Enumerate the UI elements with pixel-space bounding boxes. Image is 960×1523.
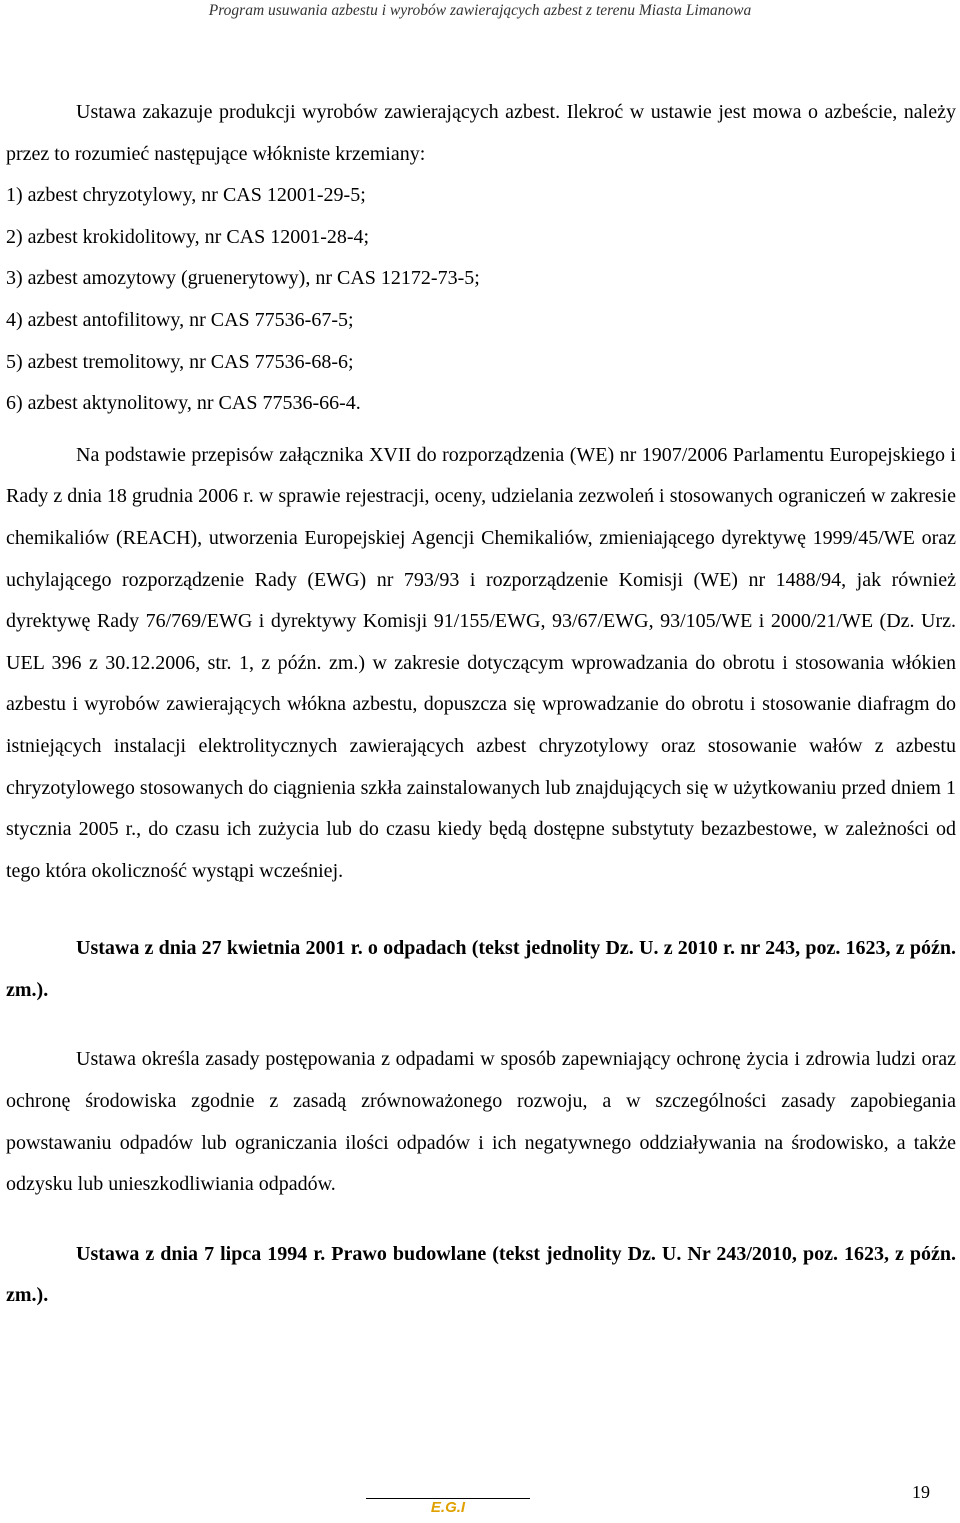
footer-logo: E.G.I bbox=[430, 1499, 466, 1516]
reach-paragraph: Na podstawie przepisów załącznika XVII do rozporządzenia (WE) nr 1907/2006 Parlamentu Europejskiego i Rady z dnia 18 grudnia 2006 r. w sprawie rejestracji, oceny, udzielania zezwoleń i stosowanych ograniczeń w zakresie chemikaliów (REACH), utworzenia Europejskiej Agencji Chemikaliów, zmieniającego dyrektywę 1999/45/WE oraz uchylającego rozporządzenie Rady (EWG) nr 793/93 i rozporządzenie Komisji (WE) nr 1488/94, jak również dyrektywę Rady 76/769/EWG i dyrektywy Komisji 91/155/EWG, 93/67/EWG, 93/105/WE i 2000/21/WE (Dz. Urz. UEL 396 z 30.12.2006, str. 1, z późn. zm.) w zakresie dotyczącym wprowadzania do obrotu i stosowania włókien azbestu i wyrobów zawierających włókna azbestu, dopuszcza się wprowadzanie do obrotu i stosowanie diafragm do istniejących instalacji elektrolitycznych zawierających azbest chryzotylowy oraz stosowanie wałów z azbestu chryzotylowego stosowanych do ciągnienia szkła zainstalowanych lub znajdujących się w użytkowaniu przed dniem 1 stycznia 2005 r., do czasu ich zużycia lub do czasu kiedy będą dostępne substytuty bezazbestowe, w zależności od tego która okoliczność wystąpi wcześniej. bbox=[6, 443, 956, 882]
odpady-paragraph: Ustawa określa zasady postępowania z odpadami w sposób zapewniający ochronę życia i zdrowia ludzi oraz ochronę środowiska zgodnie z zasadą zrównoważonego rozwoju, a w szczególności zasady zapobiegania powstawaniu odpadów lub ograniczania ilości odpadów i ich negatywnego oddziaływania na środowisko, a także odzysku lub unieszkodliwiania odpadów. bbox=[6, 1048, 956, 1196]
heading-budowlane: Ustawa z dnia 7 lipca 1994 r. Prawo budowlane (tekst jednolity Dz. U. Nr 243/2010, poz. 1623, z późn. zm.). bbox=[6, 1242, 956, 1307]
page-body bbox=[6, 92, 956, 1317]
list-item: 6) azbest aktynolitowy, nr CAS 77536-66-4. bbox=[6, 392, 361, 415]
list-item: 5) azbest tremolitowy, nr CAS 77536-68-6; bbox=[6, 350, 354, 373]
heading-odpady: Ustawa z dnia 27 kwietnia 2001 r. o odpadach (tekst jednolity Dz. U. z 2010 r. nr 243, poz. 1623, z późn. zm.). bbox=[6, 937, 956, 1001]
list-item: 4) azbest antofilitowy, nr CAS 77536-67-5; bbox=[6, 308, 354, 331]
running-header: Program usuwania azbestu i wyrobów zawierających azbest z terenu Miasta Limanowa bbox=[208, 2, 752, 19]
intro-paragraph: Ustawa zakazuje produkcji wyrobów zawierających azbest. Ilekroć w ustawie jest mowa o azbeście, należy przez to rozumieć następujące włókniste krzemiany: bbox=[6, 101, 956, 165]
list-item: 2) azbest krokidolitowy, nr CAS 12001-28-4; bbox=[6, 225, 370, 248]
page-number: 19 bbox=[912, 1482, 930, 1502]
asbestos-list bbox=[6, 175, 956, 425]
list-item: 3) azbest amozytowy (gruenerytowy), nr CAS 12172-73-5; bbox=[6, 267, 480, 290]
list-item: 1) azbest chryzotylowy, nr CAS 12001-29-5; bbox=[6, 184, 366, 207]
